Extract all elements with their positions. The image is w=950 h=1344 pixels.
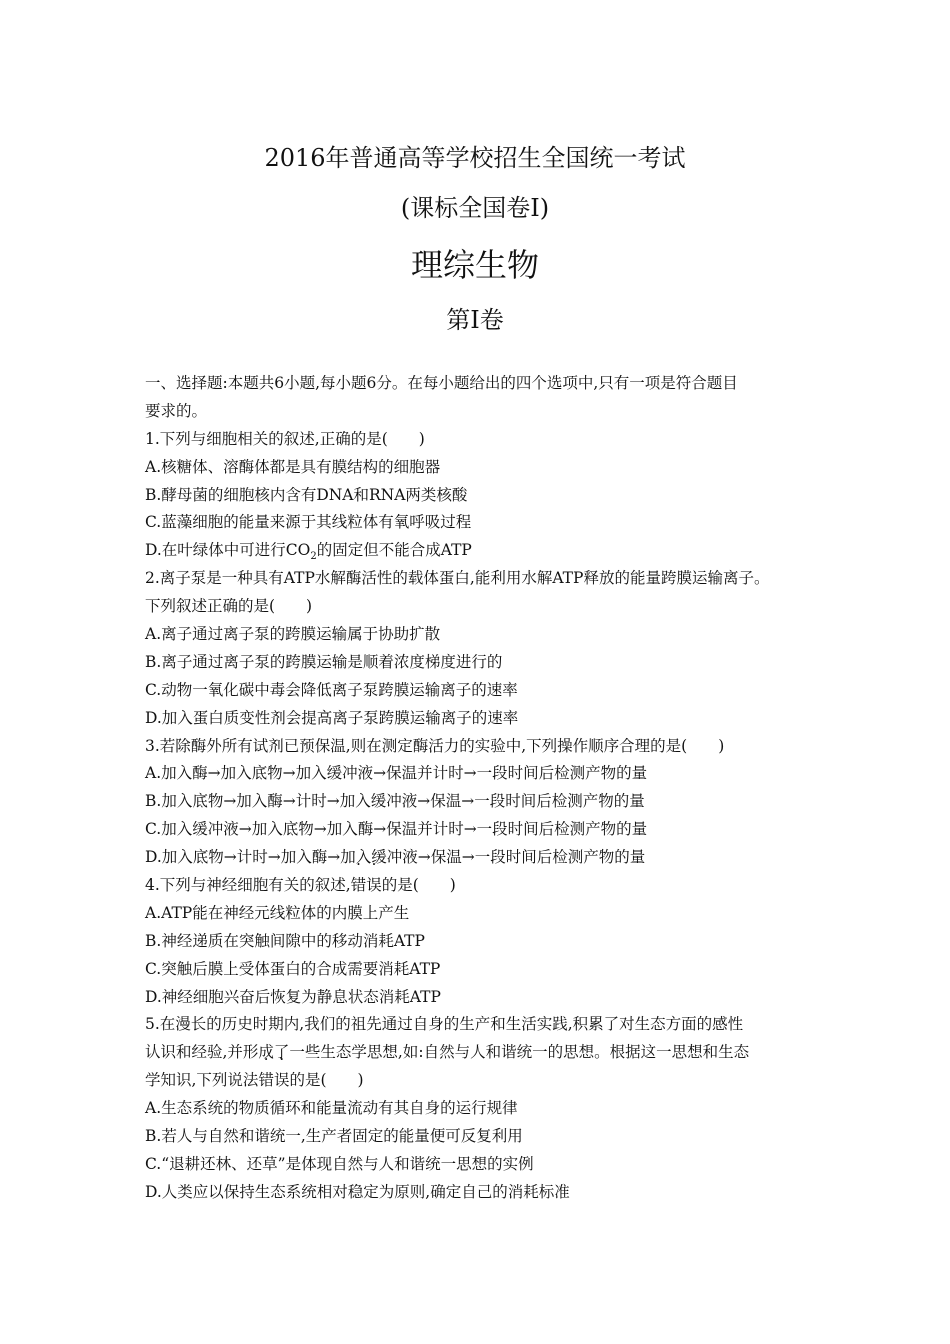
question-1-option-c: C.蓝藻细胞的能量来源于其线粒体有氧呼吸过程 <box>145 513 472 532</box>
stem-text: 学知识,下列说法 <box>145 1071 259 1090</box>
question-2-stem-cont: 下列叙述正确的是( ) <box>145 597 313 616</box>
section-instruction: 一、选择题:本题共6小题,每小题6分。在每小题给出的四个选项中,只有一项是符合题目 <box>145 374 738 392</box>
co2-subscript: 2 <box>310 551 317 563</box>
stem-text-cont: 的是( ) <box>381 876 456 895</box>
question-5-stem: 5.在漫长的历史时期内,我们的祖先通过自身的生产和生活实践,积累了对生态方面的感性 <box>145 1015 744 1034</box>
question-2-option-d: D.加入蛋白质变性剂会提高离子泵跨膜运输离子的速率 <box>145 708 519 727</box>
question-5-option-c: C.“退耕还林、还草”是体现自然与人和谐统一思想的实例 <box>145 1154 534 1173</box>
stem-text-cont: 的是( ) <box>289 1071 364 1090</box>
question-3-option-b: B.加入底物→加入酶→计时→加入缓冲液→保温→一段时间后检测产物的量 <box>145 792 645 811</box>
emphasis-char: 错 <box>350 876 367 895</box>
question-5-option-b: B.若人与自然和谐统一,生产者固定的能量便可反复利用 <box>145 1127 523 1146</box>
emphasis-char: 误 <box>273 1071 290 1090</box>
question-1-option-a: A.核糖体、溶酶体都是具有膜结构的细胞器 <box>145 457 441 476</box>
question-2-option-b: B.离子通过离子泵的跨膜运输是顺着浓度梯度进行的 <box>145 652 503 671</box>
question-5-option-a: A.生态系统的物质循环和能量流动有其自身的运行规律 <box>145 1099 518 1118</box>
stem-text: 4.下列与神经细胞有关的叙述, <box>145 876 351 895</box>
option-d-text: D.在叶绿体中可进行CO <box>145 541 311 560</box>
question-5-option-d: D.人类应以保持生态系统相对稳定为原则,确定自己的消耗标准 <box>145 1182 570 1201</box>
question-2-option-a: A.离子通过离子泵的跨膜运输属于协助扩散 <box>145 625 441 644</box>
question-4-option-c: C.突触后膜上受体蛋白的合成需要消耗ATP <box>145 959 441 978</box>
question-section <box>145 370 825 1207</box>
exam-title: 2016年普通高等学校招生全国统一考试 <box>264 144 686 172</box>
emphasis-char: 误 <box>366 876 382 895</box>
question-3-option-c: C.加入缓冲液→加入底物→加入酶→保温并计时→一段时间后检测产物的量 <box>145 820 648 839</box>
question-4-option-b: B.神经递质在突触间隙中的移动消耗ATP <box>145 931 425 950</box>
question-2-stem: 2.离子泵是一种具有ATP水解酶活性的载体蛋白,能利用水解ATP释放的能量跨膜运输离子。 <box>145 569 770 588</box>
question-1-option-b: B.酵母菌的细胞核内含有DNA和RNA两类核酸 <box>145 485 468 504</box>
question-2-option-c: C.动物一氧化碳中毒会降低离子泵跨膜运输离子的速率 <box>145 680 518 699</box>
volume-title: 第Ⅰ卷 <box>446 306 504 334</box>
paper-name: (课标全国卷Ⅰ) <box>400 194 550 222</box>
question-1-stem: 1.下列与细胞相关的叙述,正确的是( ) <box>145 429 425 448</box>
section-instruction-cont: 要求的。 <box>145 401 208 420</box>
question-3-stem: 3.若除酶外所有试剂已预保温,则在测定酶活力的实验中,下列操作顺序合理的是( ) <box>145 736 725 755</box>
question-4-stem <box>145 872 825 900</box>
subject-title: 理综生物 <box>410 246 539 284</box>
question-5-stem-end <box>145 1067 825 1095</box>
emphasis-char: 错 <box>258 1071 274 1090</box>
question-1-option-d <box>145 537 825 565</box>
question-4-option-d: D.神经细胞兴奋后恢复为静息状态消耗ATP <box>145 987 441 1006</box>
question-5-stem-cont: 认识和经验,并形成了一些生态学思想,如:自然与人和谐统一的思想。根据这一思想和生态 <box>145 1043 750 1062</box>
question-4-option-a: A.ATP能在神经元线粒体的内膜上产生 <box>145 903 410 922</box>
question-3-option-d: D.加入底物→计时→加入酶→加入缓冲液→保温→一段时间后检测产物的量 <box>145 848 646 867</box>
option-d-text-cont: 的固定但不能合成ATP <box>316 541 472 560</box>
question-3-option-a: A.加入酶→加入底物→加入缓冲液→保温并计时→一段时间后检测产物的量 <box>145 764 648 783</box>
